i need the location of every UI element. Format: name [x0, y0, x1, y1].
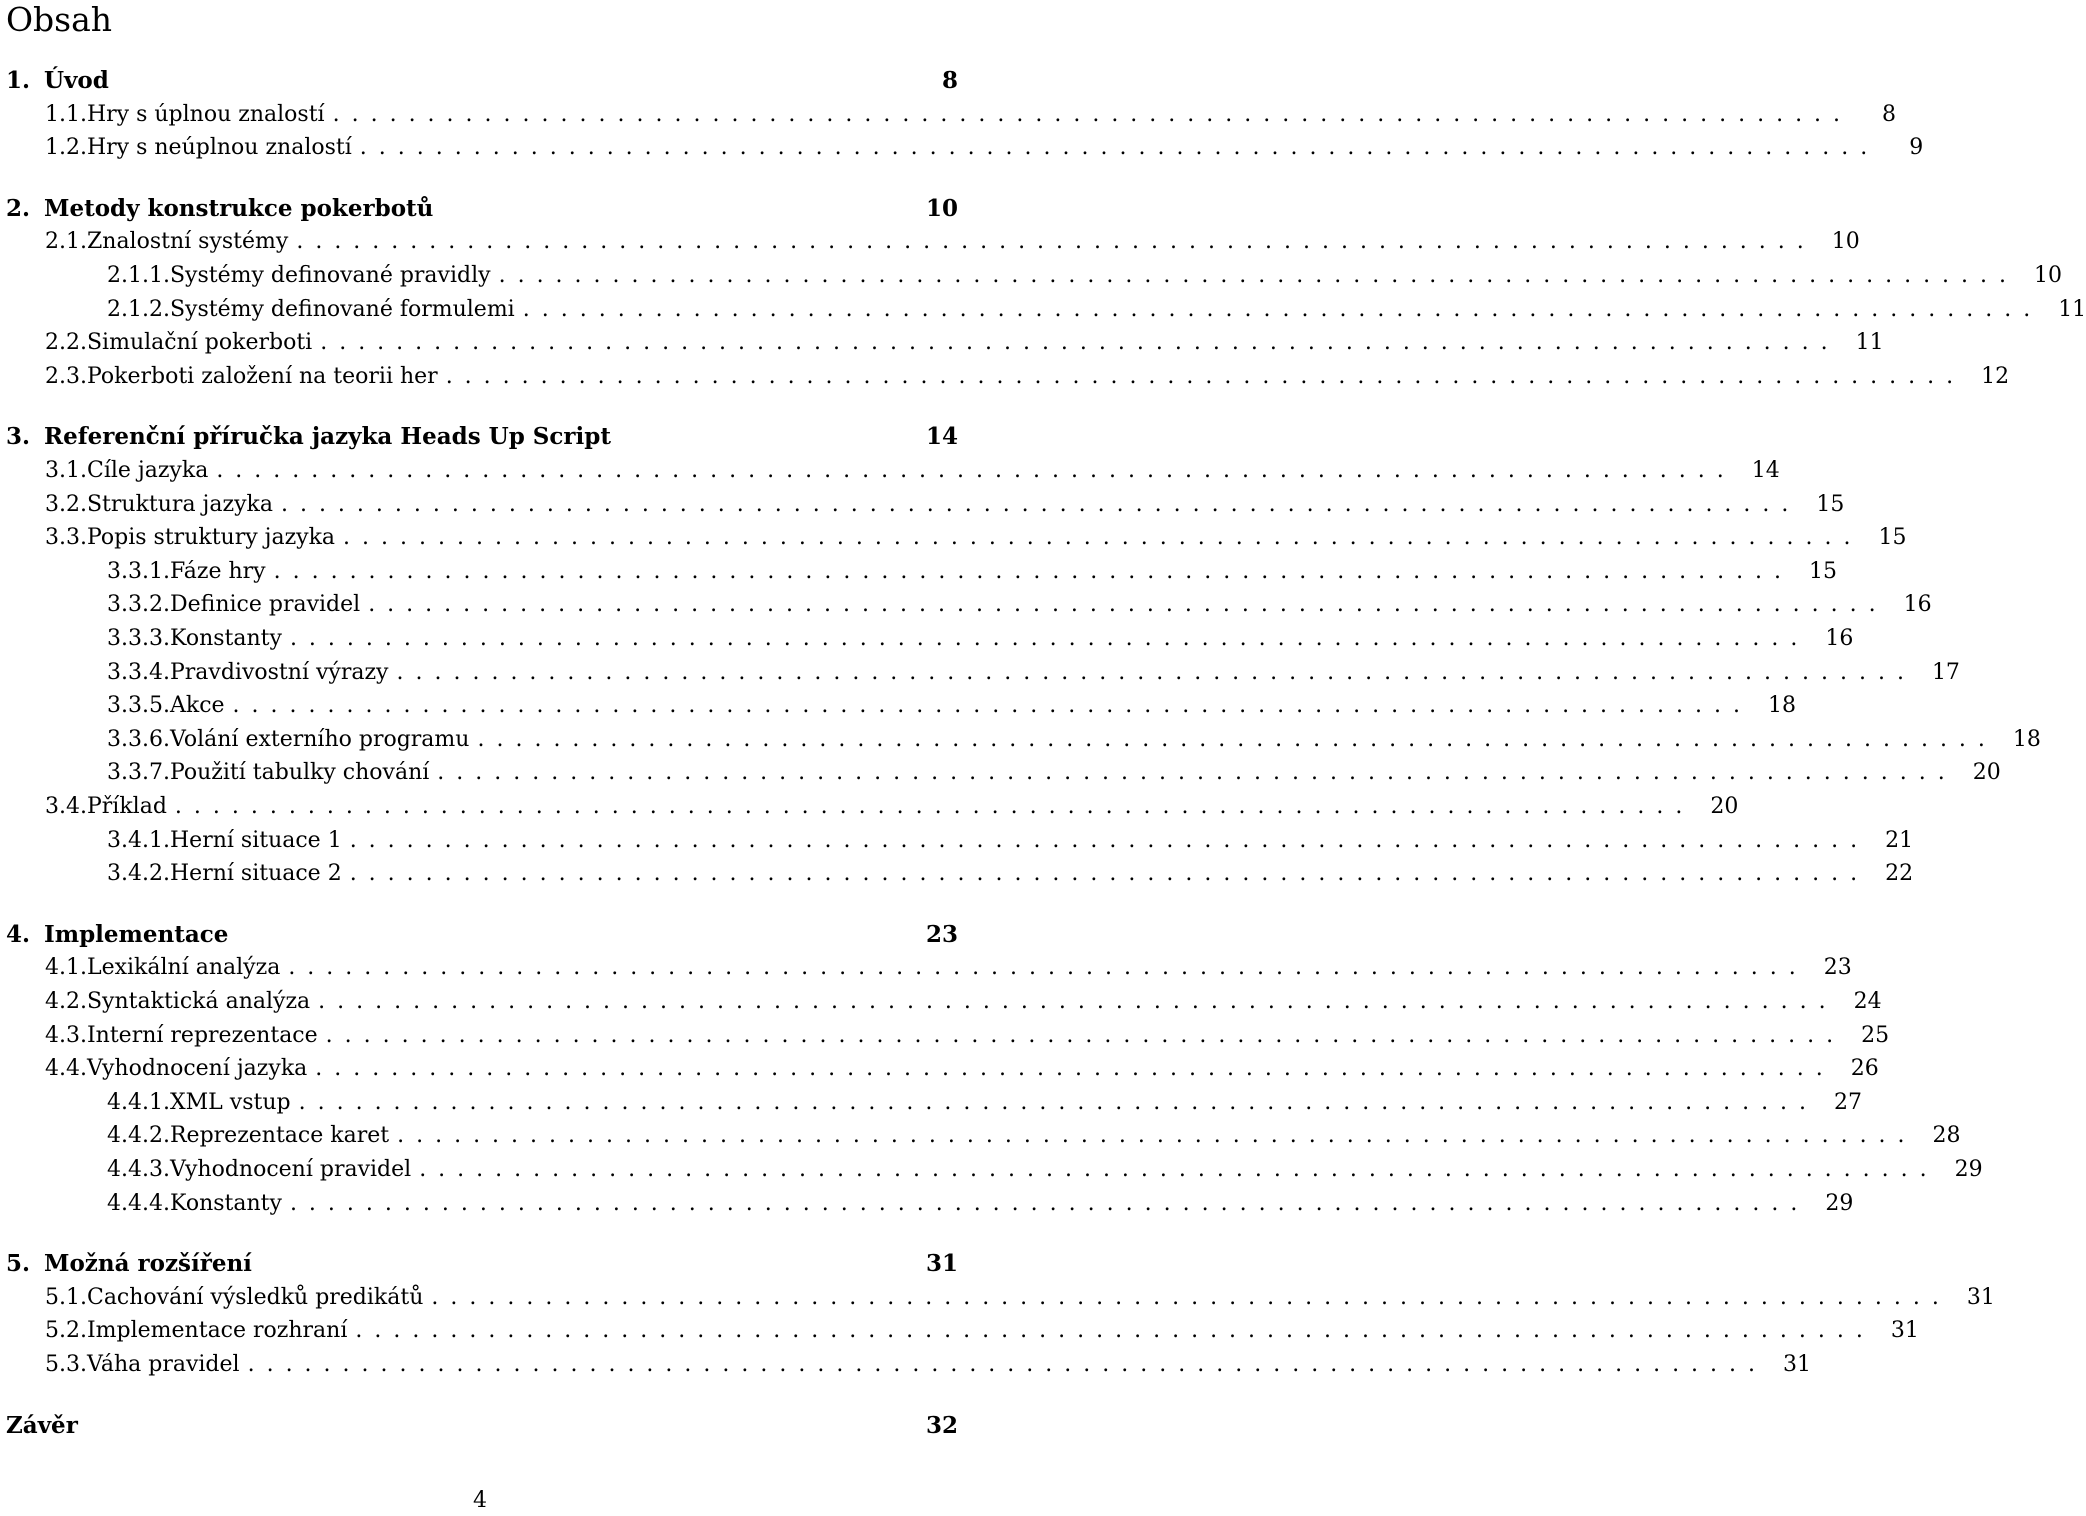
toc-leader-dots: ................................................................................	[445, 363, 1966, 389]
toc-entry-subsection[interactable]	[107, 1153, 1983, 1187]
toc-entry-page: 15	[1878, 525, 1907, 551]
toc-entry-page: 27	[1834, 1089, 1863, 1115]
toc-leader-dots: ................................................................................	[349, 827, 1870, 853]
toc-entry-number: 4.4.4.	[107, 1190, 170, 1216]
toc-entry-number: 4.1.	[45, 955, 87, 981]
toc-entry-page: 16	[1825, 626, 1854, 651]
toc-entry-page: 31	[1890, 1318, 1919, 1344]
toc-entry-number: 2.1.2.	[107, 296, 170, 322]
toc-entry-number: 5.1.	[45, 1284, 87, 1310]
toc-leader-dots: ................................................................................	[437, 760, 1957, 786]
toc-entry-page: 26	[1850, 1056, 1879, 1082]
toc-entry-title: Pokerboti založení na teorii her	[86, 363, 438, 389]
toc-entry-page: 10	[2034, 263, 2063, 288]
toc-leader-dots: ................................................................................	[232, 693, 1752, 719]
toc-leader-dots: ................................................................................	[355, 1318, 1875, 1344]
toc-entry-subsection[interactable]	[107, 756, 2001, 790]
toc-entry-number: 1.1.	[45, 101, 87, 127]
toc-entry-subsection[interactable]	[107, 857, 1914, 891]
toc-entry-number: 3.3.7.	[107, 760, 170, 786]
toc-entry-number: 1.	[6, 67, 31, 94]
toc-leader-dots: ................................................................................	[431, 1284, 1951, 1310]
toc-entry-title: XML vstup	[169, 1089, 291, 1115]
toc-leader-dots: ................................................................................	[247, 1352, 1768, 1377]
toc-entry-page: 10	[925, 194, 958, 222]
toc-entry-title: Metody konstrukce pokerbotů	[44, 194, 434, 222]
toc-entry-page: 8	[941, 67, 958, 94]
toc-entry-section[interactable]	[45, 360, 2010, 394]
toc-entry-number: 2.1.1.	[107, 263, 170, 288]
toc-entry-page: 31	[925, 1250, 958, 1278]
toc-leader-dots: ................................................................................	[359, 135, 1880, 161]
toc-leader-dots: ................................................................................	[396, 659, 1916, 685]
toc-entry-page: 16	[1903, 592, 1932, 618]
toc-entry-section[interactable]	[45, 98, 1897, 132]
toc-entry-page: 29	[1954, 1157, 1983, 1182]
toc-entry-title: Fáze hry	[169, 558, 266, 584]
toc-entry-title: Závěr	[6, 1411, 78, 1439]
toc-entry-title: Popis struktury jazyka	[86, 525, 336, 551]
toc-entry-title: Cíle jazyka	[86, 458, 209, 483]
toc-entry-title: Hry s neúplnou znalostí	[86, 135, 352, 161]
toc-entry-title: Konstanty	[169, 626, 282, 651]
toc-entry-title: Vyhodnocení pravidel	[169, 1157, 412, 1182]
toc-entry-page: 28	[1932, 1123, 1961, 1149]
toc-entry-page: 9	[1909, 135, 1924, 161]
toc-entry-title: Cachování výsledků predikátů	[86, 1284, 424, 1310]
page-number: 4	[473, 1488, 487, 1513]
toc-entry-page: 12	[1981, 363, 2010, 389]
toc-entry-page: 17	[1931, 659, 1960, 685]
toc-entry-title: Systémy definované pravidly	[169, 263, 491, 288]
toc-entry-section[interactable]	[45, 521, 1907, 555]
toc-leader-dots: ................................................................................	[174, 794, 1695, 819]
toc-entry-title: Konstanty	[169, 1190, 282, 1216]
toc-entry-title: Volání externího programu	[169, 726, 470, 752]
toc-entry-chapter[interactable]	[6, 1247, 958, 1281]
toc-entry-page: 32	[925, 1411, 958, 1439]
toc-entry-title: Definice pravidel	[169, 592, 361, 618]
toc-entry-page: 10	[1831, 229, 1860, 255]
toc-entry-page: 15	[1809, 558, 1838, 584]
toc-entry-page: 24	[1853, 989, 1882, 1014]
toc-leader-dots: ................................................................................	[298, 1089, 1819, 1115]
toc-entry-section[interactable]	[45, 326, 1884, 360]
toc-entry-number: 2.	[6, 194, 31, 222]
toc-entry-number: 3.3.5.	[107, 693, 170, 719]
toc-entry-section[interactable]	[45, 1348, 1812, 1382]
toc-entry-number: 4.3.	[45, 1022, 87, 1048]
toc-entry-section[interactable]	[45, 951, 1852, 985]
toc-entry-title: Pravdivostní výrazy	[169, 659, 389, 685]
toc-leader-dots: ................................................................................	[296, 229, 1816, 255]
toc-entry-subsection[interactable]	[107, 1119, 1961, 1153]
toc-entry-title: Váha pravidel	[86, 1352, 240, 1377]
toc-entry-page: 11	[2058, 296, 2086, 322]
toc-entry-subsection[interactable]	[107, 723, 2041, 757]
toc-leader-dots: ................................................................................	[397, 1123, 1917, 1149]
toc-entry-page: 14	[925, 423, 958, 451]
toc-entry-subsection[interactable]	[107, 622, 1854, 656]
toc-entry-page: 15	[1816, 491, 1845, 517]
toc-entry-subsection[interactable]	[107, 588, 1932, 622]
toc-entry-page: 20	[1972, 760, 2001, 786]
toc-entry-number: 4.4.2.	[107, 1123, 170, 1149]
toc-leader-dots: ................................................................................	[498, 263, 2019, 288]
toc-entry-number: 5.3.	[45, 1352, 87, 1377]
toc-entry-number: 3.3.6.	[107, 726, 170, 752]
toc-entry-number: 5.2.	[45, 1318, 87, 1344]
toc-entry-subsection[interactable]	[107, 656, 1960, 690]
toc-entry-number: 3.3.	[45, 525, 87, 551]
toc-entry-subsection[interactable]	[107, 689, 1796, 723]
toc-entry-title: Struktura jazyka	[86, 491, 273, 517]
toc-entry-section[interactable]	[45, 790, 1739, 824]
toc-leader-dots: ................................................................................	[289, 1190, 1810, 1216]
toc-entry-title: Příklad	[86, 794, 167, 819]
toc-leader-dots: ................................................................................	[273, 558, 1794, 584]
toc-leader-dots: ................................................................................	[320, 330, 1840, 356]
toc-entry-number: 3.3.3.	[107, 626, 170, 651]
toc-entry-chapter[interactable]	[6, 918, 958, 952]
toc-leader-dots: ................................................................................	[289, 626, 1810, 651]
toc-entry-title: Úvod	[44, 67, 109, 94]
toc-entry-section[interactable]	[45, 1314, 1919, 1348]
toc-entry-page: 23	[1823, 955, 1852, 981]
toc-entry-page: 29	[1825, 1190, 1854, 1216]
toc-entry-title: Vyhodnocení jazyka	[86, 1056, 308, 1082]
toc-entry-page: 22	[1885, 861, 1914, 887]
toc-entry-title: Herní situace 1	[169, 827, 342, 853]
toc-entry-number: 2.1.	[45, 229, 87, 255]
toc-entry-page: 23	[925, 920, 958, 948]
toc-entry-number: 3.2.	[45, 491, 87, 517]
toc-entry-title: Implementace rozhraní	[86, 1318, 348, 1344]
toc-leader-dots: ................................................................................	[419, 1157, 1939, 1182]
toc-leader-dots: ................................................................................	[318, 989, 1838, 1014]
toc-entry-number: 4.4.	[45, 1056, 87, 1082]
toc-entry-title: Systémy definované formulemi	[169, 296, 515, 322]
toc-entry-number: 2.2.	[45, 330, 87, 356]
toc-entry-section[interactable]	[45, 1052, 1879, 1086]
toc-entry-chapter[interactable]	[6, 1409, 958, 1443]
toc-entry-title: Syntaktická analýza	[86, 989, 311, 1014]
toc-entry-page: 18	[1768, 693, 1796, 719]
toc-entry-subsection[interactable]	[107, 1187, 1854, 1221]
toc-entry-number: 1.2.	[45, 135, 87, 161]
toc-leader-dots: ................................................................................	[315, 1056, 1835, 1082]
toc-entry-number: 5.	[6, 1250, 31, 1278]
toc-entry-page: 18	[2012, 726, 2041, 752]
toc-entry-number: 4.4.1.	[107, 1089, 170, 1115]
toc-entry-number: 4.	[6, 920, 31, 948]
toc-leader-dots: ................................................................................	[280, 491, 1801, 517]
toc-entry-section[interactable]	[45, 225, 1860, 259]
toc-entry-number: 2.3.	[45, 363, 87, 389]
toc-entry-page: 8	[1882, 101, 1897, 127]
toc-entry-chapter[interactable]	[6, 64, 958, 98]
toc-entry-page: 31	[1966, 1284, 1995, 1310]
toc-entry-subsection[interactable]	[107, 293, 2086, 327]
toc-entry-number: 4.4.3.	[107, 1157, 170, 1182]
toc-entry-subsection[interactable]	[107, 555, 1838, 589]
toc-entry-page: 21	[1885, 827, 1914, 853]
toc-entry-section[interactable]	[45, 1281, 1995, 1315]
toc-entry-title: Herní situace 2	[169, 861, 342, 887]
toc-entry-number: 3.4.	[45, 794, 87, 819]
toc-entry-title: Simulační pokerboti	[86, 330, 313, 356]
toc-entry-title: Možná rozšíření	[44, 1250, 252, 1278]
toc-leader-dots: ................................................................................	[368, 592, 1888, 618]
toc-leader-dots: ................................................................................	[343, 525, 1863, 551]
toc-entry-chapter[interactable]	[6, 420, 958, 454]
toc-entry-title: Reprezentace karet	[169, 1123, 390, 1149]
toc-entry-number: 3.1.	[45, 458, 87, 483]
toc-entry-title: Referenční příručka jazyka Heads Up Script	[44, 423, 611, 451]
toc-entry-section[interactable]	[45, 1019, 1890, 1053]
toc-entry-number: 4.2.	[45, 989, 87, 1014]
toc-entry-page: 20	[1710, 794, 1739, 819]
toc-leader-dots: ................................................................................	[216, 458, 1736, 483]
toc-entry-title: Lexikální analýza	[86, 955, 281, 981]
toc-entry-title: Interní reprezentace	[86, 1022, 318, 1048]
toc-entry-page: 31	[1783, 1352, 1812, 1377]
toc-entry-title: Akce	[169, 693, 225, 719]
toc-leader-dots: ................................................................................	[332, 101, 1853, 127]
toc-leader-dots: ................................................................................	[477, 726, 1997, 752]
toc-entry-title: Použití tabulky chování	[169, 760, 430, 786]
toc-entry-title: Znalostní systémy	[86, 229, 289, 255]
toc-entry-number: 3.4.1.	[107, 827, 170, 853]
page-title: Obsah	[6, 0, 113, 39]
toc-entry-section[interactable]	[45, 131, 1924, 165]
toc-entry-section[interactable]	[45, 488, 1845, 522]
toc-leader-dots: ................................................................................	[349, 861, 1870, 887]
toc-entry-page: 14	[1751, 458, 1780, 483]
toc-entry-number: 3.4.2.	[107, 861, 170, 887]
toc-leader-dots: ................................................................................	[325, 1022, 1846, 1048]
toc-entry-page: 25	[1861, 1022, 1890, 1048]
toc-entry-title: Implementace	[44, 920, 229, 948]
toc-entry-title: Hry s úplnou znalostí	[86, 101, 325, 127]
toc-entry-subsection[interactable]	[107, 259, 2063, 293]
toc-entry-subsection[interactable]	[107, 824, 1914, 858]
toc-entry-number: 3.	[6, 423, 31, 451]
toc-leader-dots: ................................................................................	[522, 296, 2043, 322]
toc-leader-dots: ................................................................................	[288, 955, 1808, 981]
toc-entry-number: 3.3.4.	[107, 659, 170, 685]
toc-entry-page: 11	[1855, 330, 1884, 356]
toc-entry-section[interactable]	[45, 985, 1882, 1019]
toc-entry-chapter[interactable]	[6, 192, 958, 226]
toc-entry-section[interactable]	[45, 454, 1780, 488]
toc-entry-number: 3.3.1.	[107, 558, 170, 584]
toc-entry-number: 3.3.2.	[107, 592, 170, 618]
toc-entry-subsection[interactable]	[107, 1086, 1863, 1120]
